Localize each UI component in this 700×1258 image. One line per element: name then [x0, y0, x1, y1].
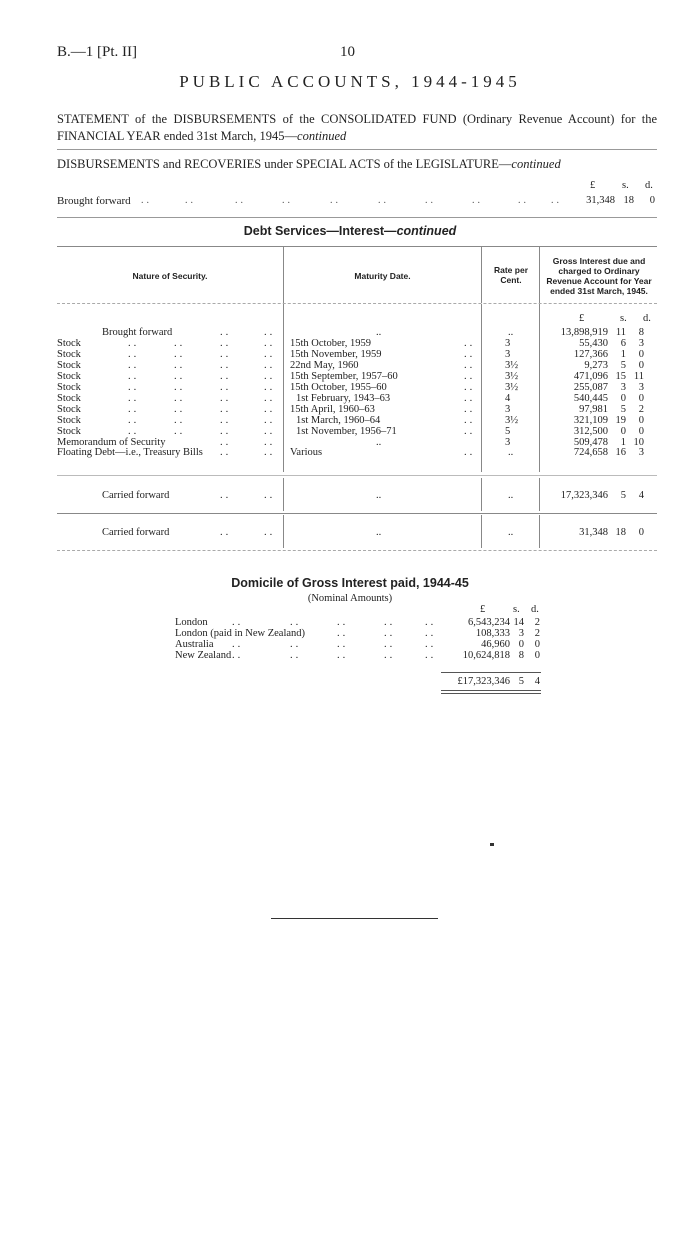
domicile-subtitle: (Nominal Amounts) [307, 593, 393, 604]
leader-dots: .. [128, 371, 140, 382]
row-rate: 3½ [505, 415, 519, 426]
col-header-rate: Rate per Cent. [493, 265, 528, 285]
leader-dots: .. [518, 195, 529, 206]
column-rule [539, 304, 540, 472]
row-rate: 4 [505, 393, 511, 404]
column-rule [539, 515, 540, 548]
leader-dots: .. [235, 195, 246, 206]
brought-forward-shillings: 18 [623, 195, 634, 206]
disbursements-text: DISBURSEMENTS and RECOVERIES under SPECIAL ACTS of the LEGISLATURE— [57, 157, 512, 171]
row-pounds: 13,898,919 [560, 327, 608, 338]
row-pence: 3 [638, 447, 644, 458]
row-rate: .. [508, 447, 514, 458]
row-maturity: 15th October, 1959 [290, 338, 371, 349]
domicile-shillings: 14 [513, 617, 524, 628]
row-shillings: 0 [620, 393, 626, 404]
row-rate: 3½ [505, 371, 519, 382]
leader-dots: .. [282, 195, 293, 206]
leader-dots: .. [264, 327, 276, 338]
row-nature: Stock [57, 404, 81, 415]
leader-dots: .. [128, 393, 140, 404]
row-rate: 3½ [505, 360, 519, 371]
leader-dots: .. [128, 404, 140, 415]
leader-dots: .. [384, 628, 396, 639]
row-nature: Stock [57, 415, 81, 426]
col-header-maturity: Maturity Date. [354, 271, 411, 281]
row-shillings: 15 [615, 371, 626, 382]
leader-dots: .. [384, 650, 396, 661]
row-maturity: 15th September, 1957–60 [290, 371, 398, 382]
leader-dots: .. [174, 426, 186, 437]
leader-dots: .. [264, 426, 276, 437]
leader-dots: .. [220, 490, 232, 501]
domicile-total-pounds: £17,323,346 [457, 676, 510, 687]
row-maturity: 1st February, 1943–63 [296, 393, 391, 404]
currency-pound-header: £ [590, 180, 596, 191]
leader-dots: .. [220, 382, 232, 393]
row-nature: Floating Debt—i.e., Treasury Bills [57, 447, 203, 458]
leader-dots: .. [290, 639, 302, 650]
leader-dots: .. [128, 360, 140, 371]
domicile-pence: 0 [534, 650, 540, 661]
leader-dots: .. [290, 617, 302, 628]
row-rule [57, 513, 657, 514]
carried-forward-pence: 0 [638, 527, 644, 538]
row-pounds: 471,096 [573, 371, 608, 382]
leader-dots: .. [464, 371, 476, 382]
leader-dots: .. [378, 195, 389, 206]
row-pence: 10 [633, 437, 644, 448]
domicile-shillings: 3 [518, 628, 524, 639]
leader-dots: .. [464, 415, 476, 426]
row-shillings: 0 [620, 426, 626, 437]
row-nature: Stock [57, 360, 81, 371]
leader-dots: .. [264, 393, 276, 404]
column-rule [283, 304, 284, 472]
leader-dots: .. [337, 639, 349, 650]
leader-dots: .. [264, 382, 276, 393]
disbursements-continued: continued [511, 157, 561, 171]
leader-dots: .. [464, 349, 476, 360]
row-shillings: 5 [620, 404, 626, 415]
row-rate: 3 [505, 437, 511, 448]
row-nature: Brought forward [102, 327, 173, 338]
row-shillings: 1 [620, 437, 626, 448]
row-shillings: 11 [615, 327, 626, 338]
leader-dots: .. [185, 195, 196, 206]
col-header-interest: Gross Interest due and charged to Ordinary Revenue Account for Year ended 31st March, 1945. [546, 256, 652, 296]
carried-forward-maturity: .. [376, 527, 382, 538]
leader-dots: .. [384, 617, 396, 628]
currency-pence-header: d. [645, 180, 653, 191]
row-nature: Stock [57, 371, 81, 382]
carried-forward-rate: .. [508, 490, 514, 501]
col-header-nature: Nature of Security. [132, 271, 208, 281]
row-nature: Stock [57, 393, 81, 404]
leader-dots: .. [264, 437, 276, 448]
total-double-rule [441, 693, 541, 694]
divider [57, 246, 657, 247]
row-nature: Stock [57, 349, 81, 360]
row-rule [57, 475, 657, 476]
row-maturity: 1st March, 1960–64 [296, 415, 381, 426]
domicile-pounds: 10,624,818 [462, 650, 510, 661]
row-pounds: 55,430 [579, 338, 608, 349]
leader-dots: .. [220, 338, 232, 349]
print-mark [490, 843, 494, 846]
row-rate: 3½ [505, 382, 519, 393]
column-rule [481, 478, 482, 511]
row-pounds: 321,109 [573, 415, 608, 426]
leader-dots: .. [264, 360, 276, 371]
carried-forward-label: Carried forward [102, 490, 170, 501]
brought-forward-pence: 0 [649, 195, 655, 206]
leader-dots: .. [464, 426, 476, 437]
page-title: PUBLIC ACCOUNTS, 1944-1945 [179, 72, 521, 91]
end-rule [271, 918, 438, 919]
leader-dots: .. [174, 404, 186, 415]
leader-dots: .. [464, 393, 476, 404]
leader-dots: .. [264, 349, 276, 360]
column-rule [481, 247, 482, 303]
leader-dots: .. [128, 349, 140, 360]
currency-pence-header: d. [531, 604, 539, 615]
row-pence: 0 [638, 349, 644, 360]
leader-dots: .. [128, 415, 140, 426]
row-shillings: 19 [615, 415, 626, 426]
domicile-pence: 0 [534, 639, 540, 650]
row-nature: Stock [57, 426, 81, 437]
leader-dots: .. [264, 371, 276, 382]
domicile-pounds: 6,543,234 [468, 617, 510, 628]
brought-forward-pounds: 31,348 [586, 195, 615, 206]
row-pence: 11 [633, 371, 644, 382]
total-double-rule [441, 690, 541, 691]
row-rate: 3 [505, 404, 511, 415]
leader-dots: .. [220, 437, 232, 448]
leader-dots: .. [464, 360, 476, 371]
statement-heading [57, 111, 657, 145]
carried-forward-pounds: 17,323,346 [560, 490, 608, 501]
domicile-total-shillings: 5 [518, 676, 524, 687]
currency-pound-header: £ [480, 604, 486, 615]
domicile-shillings: 8 [518, 650, 524, 661]
leader-dots: .. [174, 415, 186, 426]
leader-dots: .. [128, 382, 140, 393]
total-rule [441, 672, 541, 673]
row-maturity: 22nd May, 1960 [290, 360, 359, 371]
leader-dots: .. [464, 404, 476, 415]
row-maturity: .. [376, 437, 382, 448]
leader-dots: .. [330, 195, 341, 206]
carried-forward-label: Carried forward [102, 527, 170, 538]
leader-dots: .. [174, 349, 186, 360]
leader-dots: .. [472, 195, 483, 206]
currency-pence-header: d. [643, 313, 651, 324]
carried-forward-pence: 4 [638, 490, 644, 501]
carried-forward-shillings: 5 [620, 490, 626, 501]
row-shillings: 6 [620, 338, 626, 349]
leader-dots: .. [425, 195, 436, 206]
row-shillings: 16 [615, 447, 626, 458]
statement-continued: continued [297, 129, 347, 143]
leader-dots: .. [425, 617, 437, 628]
leader-dots: .. [220, 349, 232, 360]
row-nature: Stock [57, 382, 81, 393]
domicile-pence: 2 [534, 628, 540, 639]
leader-dots: .. [174, 393, 186, 404]
leader-dots: .. [220, 393, 232, 404]
leader-dots: .. [464, 382, 476, 393]
leader-dots: .. [220, 415, 232, 426]
domicile-place: New Zealand [175, 650, 232, 661]
domicile-place: Australia [175, 639, 214, 650]
column-rule [283, 515, 284, 548]
currency-shilling-header: s. [513, 604, 520, 615]
leader-dots: .. [174, 338, 186, 349]
domicile-place: London [175, 617, 208, 628]
leader-dots: .. [425, 639, 437, 650]
leader-dots: .. [464, 338, 476, 349]
leader-dots: .. [128, 338, 140, 349]
row-pounds: 127,366 [573, 349, 608, 360]
row-pence: 3 [638, 382, 644, 393]
domicile-shillings: 0 [518, 639, 524, 650]
leader-dots: .. [220, 527, 232, 538]
page-number: 10 [340, 44, 355, 60]
domicile-pence: 2 [534, 617, 540, 628]
section-heading [0, 224, 700, 238]
row-maturity: 1st November, 1956–71 [296, 426, 397, 437]
row-rate: 3 [505, 338, 511, 349]
section-title: Debt Services—Interest— [243, 224, 397, 238]
row-maturity: Various [290, 447, 323, 458]
row-shillings: 5 [620, 360, 626, 371]
leader-dots: .. [264, 404, 276, 415]
leader-dots: .. [220, 360, 232, 371]
row-pounds: 9,273 [584, 360, 608, 371]
leader-dots: .. [264, 415, 276, 426]
currency-shilling-header: s. [622, 180, 629, 191]
brought-forward-label: Brought forward [57, 195, 131, 207]
column-rule [539, 478, 540, 511]
leader-dots: .. [264, 447, 276, 458]
disbursements-heading [57, 157, 657, 172]
leader-dots: .. [337, 650, 349, 661]
row-shillings: 3 [620, 382, 626, 393]
domicile-title: Domicile of Gross Interest paid, 1944-45 [231, 576, 469, 590]
leader-dots: .. [220, 404, 232, 415]
row-pounds: 97,981 [579, 404, 608, 415]
carried-forward-maturity: .. [376, 490, 382, 501]
row-rate: 3 [505, 349, 511, 360]
leader-dots: .. [425, 650, 437, 661]
carried-forward-rate: .. [508, 527, 514, 538]
document-reference: B.—1 [Pt. II] [57, 44, 137, 60]
currency-pound-header: £ [579, 313, 585, 324]
carried-forward-shillings: 18 [615, 527, 626, 538]
leader-dots: .. [220, 371, 232, 382]
row-rate: .. [508, 327, 514, 338]
leader-dots: .. [264, 527, 276, 538]
row-pence: 0 [638, 393, 644, 404]
domicile-total-pence: 4 [534, 676, 540, 687]
row-maturity: 15th April, 1960–63 [290, 404, 375, 415]
row-maturity: .. [376, 327, 382, 338]
leader-dots: .. [174, 371, 186, 382]
leader-dots: .. [337, 628, 349, 639]
column-rule [481, 515, 482, 548]
row-maturity: 15th October, 1955–60 [290, 382, 387, 393]
leader-dots: .. [264, 490, 276, 501]
column-rule [539, 247, 540, 303]
leader-dots: .. [551, 195, 562, 206]
carried-forward-pounds: 31,348 [579, 527, 608, 538]
row-rate: 5 [505, 426, 511, 437]
row-pence: 3 [638, 338, 644, 349]
leader-dots: .. [337, 617, 349, 628]
leader-dots: .. [128, 426, 140, 437]
row-shillings: 1 [620, 349, 626, 360]
header-rule [57, 303, 657, 304]
column-rule [283, 478, 284, 511]
leader-dots: .. [174, 360, 186, 371]
row-pence: 0 [638, 415, 644, 426]
row-pence: 2 [638, 404, 644, 415]
domicile-place: London (paid in New Zealand) [175, 628, 306, 639]
leader-dots: .. [232, 639, 244, 650]
row-pounds: 724,658 [573, 447, 608, 458]
leader-dots: .. [220, 327, 232, 338]
row-pounds: 312,500 [573, 426, 608, 437]
row-nature: Memorandum of Security [57, 437, 166, 448]
domicile-pounds: 46,960 [481, 639, 510, 650]
currency-shilling-header: s. [620, 313, 627, 324]
statement-text: STATEMENT of the DISBURSEMENTS of the CONSOLIDATED FUND (Ordinary Revenue Account) for the FINANCIAL YEAR ended 31st March, 1945— [57, 112, 657, 143]
column-rule [481, 304, 482, 472]
row-pence: 8 [638, 327, 644, 338]
section-continued: continued [396, 224, 457, 238]
leader-dots: .. [232, 650, 244, 661]
leader-dots: .. [464, 447, 476, 458]
leader-dots: .. [220, 426, 232, 437]
leader-dots: .. [290, 650, 302, 661]
leader-dots: .. [174, 382, 186, 393]
row-pounds: 255,087 [573, 382, 608, 393]
leader-dots: .. [220, 447, 232, 458]
leader-dots: .. [425, 628, 437, 639]
row-maturity: 15th November, 1959 [290, 349, 382, 360]
row-nature: Stock [57, 338, 81, 349]
leader-dots: .. [384, 639, 396, 650]
domicile-pounds: 108,333 [475, 628, 510, 639]
divider [57, 149, 657, 150]
leader-dots: .. [232, 617, 244, 628]
row-pence: 0 [638, 360, 644, 371]
leader-dots: .. [264, 338, 276, 349]
row-rule [57, 550, 657, 551]
row-pounds: 540,445 [573, 393, 608, 404]
divider [57, 217, 657, 218]
leader-dots: .. [141, 195, 152, 206]
row-pence: 0 [638, 426, 644, 437]
row-pounds: 509,478 [573, 437, 608, 448]
